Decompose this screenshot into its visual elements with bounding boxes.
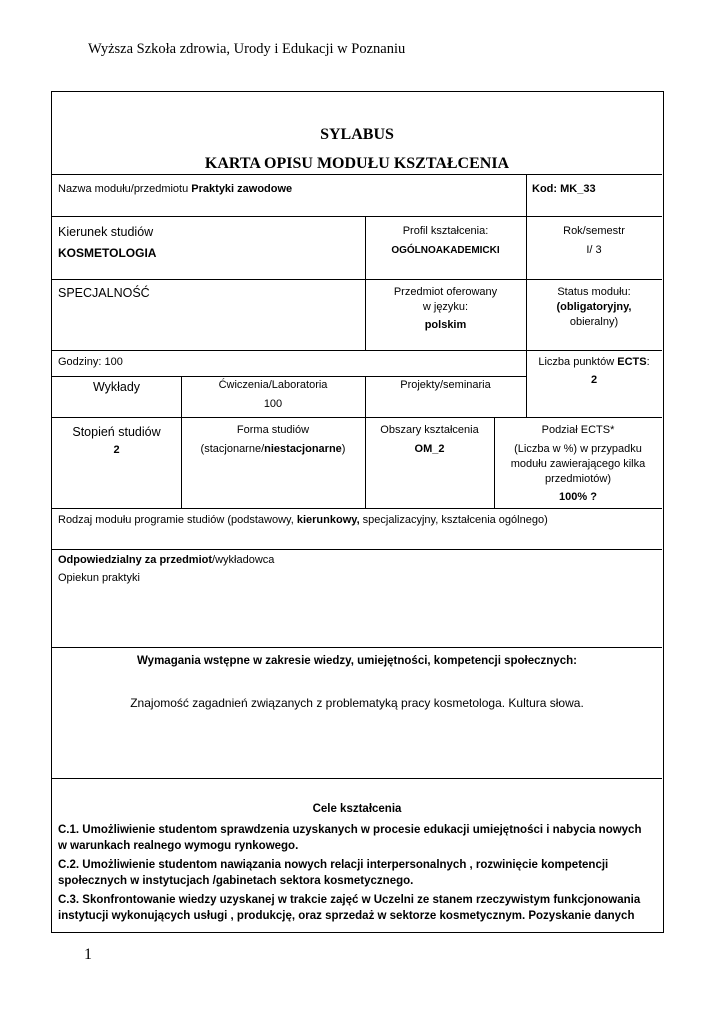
goal-item: w warunkach realnego wymogu rynkowego. bbox=[58, 840, 299, 852]
status-label: Status modułu: bbox=[557, 286, 631, 298]
language-label: Przedmiot oferowany bbox=[393, 286, 498, 298]
goal-item: społecznych w instytucjach /gabinetach sektora kosmetycznego. bbox=[58, 875, 414, 887]
goal-item: C.3. Skonfrontowanie wiedzy uzyskanej w trakcie zajęć w Uczelni ze stanem rzeczywistym funkcjonowania bbox=[58, 894, 641, 906]
prerequisites-text: Znajomość zagadnień związanych z problematyką pracy kosmetologa. Kultura słowa. bbox=[130, 696, 584, 710]
profile-label: Profil kształcenia: bbox=[402, 225, 489, 237]
document-title: SYLABUS bbox=[320, 126, 394, 143]
areas-value: OM_2 bbox=[414, 443, 445, 455]
form-value: (stacjonarne/niestacjonarne) bbox=[200, 443, 346, 455]
ects-split-value: 100% ? bbox=[559, 491, 597, 503]
exercises-value: 100 bbox=[263, 398, 283, 410]
module-code: Kod: MK_33 bbox=[532, 183, 596, 195]
module-name-value: Praktyki zawodowe bbox=[191, 183, 293, 195]
divider bbox=[52, 174, 662, 175]
document-header: Wyższa Szkoła zdrowia, Urody i Edukacji w Poznaniu bbox=[88, 41, 406, 57]
divider bbox=[526, 174, 527, 216]
ects-label: Liczba punktów ECTS: bbox=[538, 356, 650, 368]
lectures-label: Wykłady bbox=[92, 380, 141, 394]
goal-item: instytucji wykonujących usługi , produkcję, oraz sprzedaż w sektorze kosmetycznym. Pozyskanie danych bbox=[58, 910, 635, 922]
status-value: (obligatoryjny, bbox=[556, 301, 632, 313]
projects-label: Projekty/seminaria bbox=[400, 379, 491, 391]
responsible-label: Odpowiedzialny za przedmiot/wykładowca bbox=[58, 554, 275, 566]
specialty-label: SPECJALNOŚĆ bbox=[58, 286, 150, 300]
ects-split-desc: modułu zawierającego kilka bbox=[510, 458, 646, 470]
year-label: Rok/semestr bbox=[563, 225, 625, 237]
divider bbox=[52, 216, 662, 217]
divider bbox=[52, 279, 662, 280]
degree-label: Stopień studiów bbox=[72, 425, 161, 439]
responsible-value: Opiekun praktyki bbox=[58, 572, 140, 584]
ects-split-desc: (Liczba w %) w przypadku bbox=[514, 443, 642, 455]
status-value: obieralny) bbox=[569, 316, 619, 328]
field-value: KOSMETOLOGIA bbox=[58, 246, 157, 260]
divider bbox=[52, 417, 662, 418]
divider bbox=[52, 778, 662, 779]
profile-value: OGÓLNOAKADEMICKI bbox=[391, 245, 500, 256]
page-number: 1 bbox=[84, 946, 92, 963]
year-value: I/ 3 bbox=[586, 244, 602, 256]
module-name-row bbox=[58, 182, 292, 197]
document-subtitle: KARTA OPISU MODUŁU KSZTAŁCENIA bbox=[204, 155, 510, 172]
goal-item: C.1. Umożliwienie studentom sprawdzenia uzyskanych w procesie edukacji umiejętności i nabycia nowych bbox=[58, 824, 642, 836]
field-label: Kierunek studiów bbox=[58, 225, 154, 239]
divider bbox=[52, 350, 662, 351]
divider bbox=[52, 549, 662, 550]
goal-item: C.2. Umożliwienie studentom nawiązania nowych relacji interpersonalnych , rozwinięcie kompetencji bbox=[58, 859, 609, 871]
degree-value: 2 bbox=[113, 444, 120, 456]
form-label: Forma studiów bbox=[236, 424, 310, 436]
hours: Godziny: 100 bbox=[58, 356, 123, 368]
ects-value: 2 bbox=[590, 374, 598, 386]
syllabus-form bbox=[51, 91, 664, 933]
ects-split-label: Podział ECTS* bbox=[541, 424, 615, 436]
exercises-label: Ćwiczenia/Laboratoria bbox=[218, 379, 328, 391]
divider bbox=[52, 376, 526, 377]
module-name-label: Nazwa modułu/przedmiotu bbox=[58, 183, 189, 195]
language-value: polskim bbox=[424, 319, 467, 331]
divider bbox=[52, 508, 662, 509]
divider bbox=[52, 647, 662, 648]
language-label: w języku: bbox=[422, 301, 469, 313]
module-type: Rodzaj modułu programie studiów (podstawowy, kierunkowy, specjalizacyjny, kształcenia ogólnego) bbox=[58, 514, 548, 526]
goals-title: Cele kształcenia bbox=[312, 803, 402, 815]
ects-split-desc: przedmiotów) bbox=[544, 473, 612, 485]
prerequisites-title: Wymagania wstępne w zakresie wiedzy, umiejętności, kompetencji społecznych: bbox=[137, 655, 577, 667]
areas-label: Obszary kształcenia bbox=[380, 424, 479, 436]
